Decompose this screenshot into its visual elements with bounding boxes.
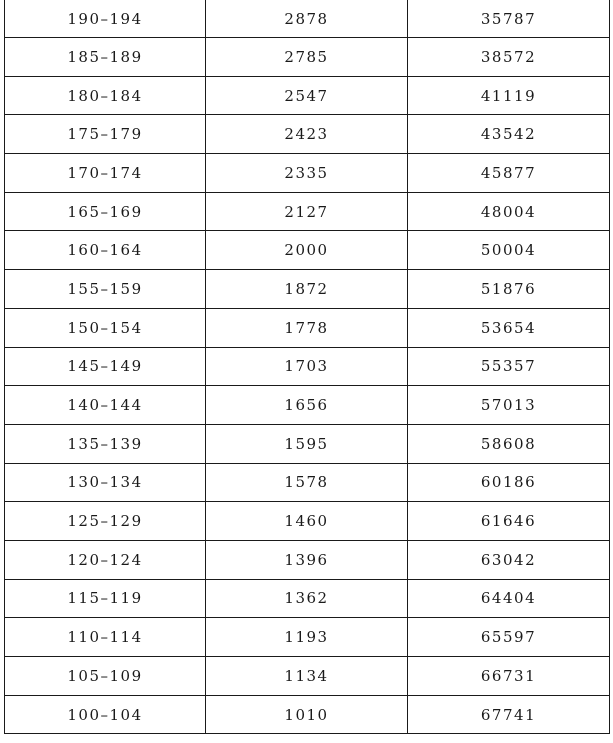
score-range-cell: 155–159 xyxy=(5,270,206,309)
table-row xyxy=(5,695,610,734)
score-range-cell: 150–154 xyxy=(5,308,206,347)
score-range-cell: 105–109 xyxy=(5,657,206,696)
table-row xyxy=(5,231,610,270)
cumulative-count-cell: 55357 xyxy=(408,347,610,386)
count-cell: 2547 xyxy=(206,76,408,115)
table-row xyxy=(5,0,610,38)
score-range-cell: 110–114 xyxy=(5,618,206,657)
table-row xyxy=(5,579,610,618)
table-row xyxy=(5,308,610,347)
cumulative-count-cell: 60186 xyxy=(408,463,610,502)
cumulative-count-cell: 35787 xyxy=(408,0,610,38)
table-row xyxy=(5,657,610,696)
score-range-cell: 170–174 xyxy=(5,154,206,193)
count-cell: 1362 xyxy=(206,579,408,618)
score-range-cell: 165–169 xyxy=(5,192,206,231)
table-row xyxy=(5,76,610,115)
count-cell: 1134 xyxy=(206,657,408,696)
score-range-cell: 175–179 xyxy=(5,115,206,154)
count-cell: 1010 xyxy=(206,695,408,734)
table-row xyxy=(5,540,610,579)
cumulative-count-cell: 38572 xyxy=(408,38,610,77)
count-cell: 1703 xyxy=(206,347,408,386)
count-cell: 1460 xyxy=(206,502,408,541)
cumulative-count-cell: 51876 xyxy=(408,270,610,309)
score-range-cell: 115–119 xyxy=(5,579,206,618)
score-range-cell: 130–134 xyxy=(5,463,206,502)
table-row xyxy=(5,347,610,386)
cumulative-count-cell: 48004 xyxy=(408,192,610,231)
cumulative-count-cell: 67741 xyxy=(408,695,610,734)
cumulative-count-cell: 50004 xyxy=(408,231,610,270)
table-row xyxy=(5,38,610,77)
cumulative-count-cell: 43542 xyxy=(408,115,610,154)
count-cell: 2423 xyxy=(206,115,408,154)
score-distribution-table xyxy=(4,0,610,734)
count-cell: 2127 xyxy=(206,192,408,231)
count-cell: 1872 xyxy=(206,270,408,309)
table-body xyxy=(5,0,610,734)
score-range-cell: 120–124 xyxy=(5,540,206,579)
table-row xyxy=(5,618,610,657)
count-cell: 1778 xyxy=(206,308,408,347)
cumulative-count-cell: 45877 xyxy=(408,154,610,193)
table-row xyxy=(5,154,610,193)
score-table-container xyxy=(4,0,609,734)
cumulative-count-cell: 64404 xyxy=(408,579,610,618)
table-row xyxy=(5,115,610,154)
table-row xyxy=(5,270,610,309)
cumulative-count-cell: 58608 xyxy=(408,424,610,463)
cumulative-count-cell: 65597 xyxy=(408,618,610,657)
count-cell: 1656 xyxy=(206,386,408,425)
count-cell: 2335 xyxy=(206,154,408,193)
score-range-cell: 125–129 xyxy=(5,502,206,541)
cumulative-count-cell: 41119 xyxy=(408,76,610,115)
table-row xyxy=(5,502,610,541)
count-cell: 1396 xyxy=(206,540,408,579)
score-range-cell: 135–139 xyxy=(5,424,206,463)
count-cell: 2878 xyxy=(206,0,408,38)
count-cell: 2785 xyxy=(206,38,408,77)
cumulative-count-cell: 57013 xyxy=(408,386,610,425)
cumulative-count-cell: 61646 xyxy=(408,502,610,541)
count-cell: 1595 xyxy=(206,424,408,463)
cumulative-count-cell: 63042 xyxy=(408,540,610,579)
table-row xyxy=(5,463,610,502)
score-range-cell: 100–104 xyxy=(5,695,206,734)
score-range-cell: 185–189 xyxy=(5,38,206,77)
count-cell: 2000 xyxy=(206,231,408,270)
score-range-cell: 145–149 xyxy=(5,347,206,386)
table-row xyxy=(5,424,610,463)
cumulative-count-cell: 53654 xyxy=(408,308,610,347)
score-range-cell: 190–194 xyxy=(5,0,206,38)
table-row xyxy=(5,192,610,231)
cumulative-count-cell: 66731 xyxy=(408,657,610,696)
table-row xyxy=(5,386,610,425)
score-range-cell: 160–164 xyxy=(5,231,206,270)
count-cell: 1193 xyxy=(206,618,408,657)
score-range-cell: 140–144 xyxy=(5,386,206,425)
score-range-cell: 180–184 xyxy=(5,76,206,115)
count-cell: 1578 xyxy=(206,463,408,502)
